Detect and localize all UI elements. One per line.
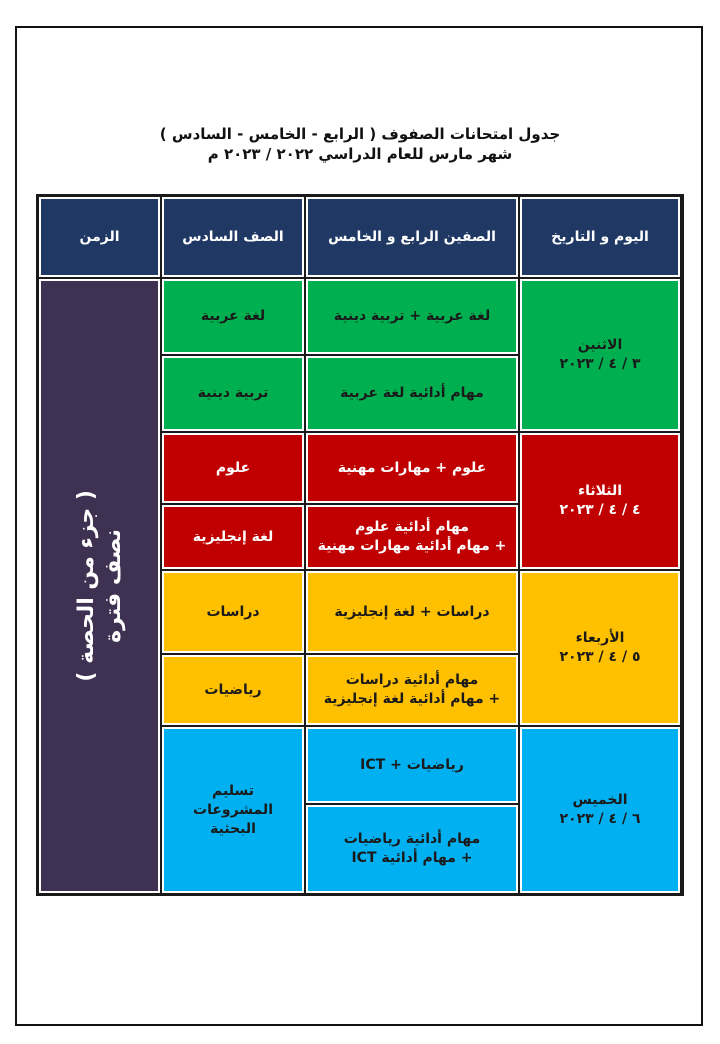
exam-line: المشروعات البحثية	[193, 801, 273, 837]
exam-cell-monday-4-5-b: مهام أدائية لغة عربية	[306, 356, 518, 431]
exam-line: + مهام أدائية ICT	[351, 850, 473, 866]
day-name: الخميس	[572, 792, 628, 808]
exam-line: مهام أدائية علوم	[355, 519, 469, 535]
day-name: الثلاثاء	[577, 483, 623, 499]
exam-line: + مهام أدائية لغة إنجليزية	[323, 691, 501, 707]
header-grades-4-5: الصفين الرابع و الخامس	[306, 197, 518, 277]
exam-cell-thursday-6	[162, 727, 304, 893]
day-name: الاثنين	[577, 337, 623, 353]
day-cell-tuesday	[520, 433, 680, 569]
exam-cell-wednesday-6-b: رياضيات	[162, 655, 304, 725]
exam-line: تسليم	[212, 782, 254, 799]
exam-cell-thursday-4-5-a: رياضيات + ICT	[306, 727, 518, 803]
exam-cell-tuesday-4-5-a: علوم + مهارات مهنية	[306, 433, 518, 503]
page-subtitle: شهر مارس للعام الدراسي ٢٠٢٢ / ٢٠٢٣ م	[207, 145, 513, 163]
exam-cell-monday-6-b: تربية دينية	[162, 356, 304, 431]
day-date: ٣ / ٤ / ٢٠٢٣	[559, 356, 641, 372]
time-text-main: نصف فترة	[100, 529, 126, 643]
exam-cell-monday-4-5-a: لغة عربية + تربية دينية	[306, 279, 518, 354]
exam-cell-tuesday-6-b: لغة إنجليزية	[162, 505, 304, 569]
exam-line: مهام أدائية دراسات	[345, 672, 479, 688]
page-title: جدول امتحانات الصفوف ( الرابع - الخامس - السادس )	[159, 125, 561, 143]
exam-cell-wednesday-4-5-a: دراسات + لغة إنجليزية	[306, 571, 518, 653]
day-date: ٦ / ٤ / ٢٠٢٣	[559, 811, 641, 827]
exam-line: مهام أدائية رياضيات	[343, 831, 481, 847]
exam-schedule-table	[36, 194, 684, 896]
exam-cell-wednesday-6-a: دراسات	[162, 571, 304, 653]
exam-cell-tuesday-4-5-b	[306, 505, 518, 569]
header-time: الزمن	[39, 197, 160, 277]
title-block	[0, 124, 720, 164]
day-cell-wednesday	[520, 571, 680, 725]
header-day-date: اليوم و التاريخ	[520, 197, 680, 277]
day-cell-monday	[520, 279, 680, 431]
exam-cell-tuesday-6-a: علوم	[162, 433, 304, 503]
exam-cell-wednesday-4-5-b	[306, 655, 518, 725]
exam-line: + مهام أدائية مهارات مهنية	[317, 538, 507, 554]
day-name: الأربعاء	[575, 630, 625, 646]
day-date: ٥ / ٤ / ٢٠٢٣	[559, 649, 641, 665]
exam-cell-monday-6-a: لغة عربية	[162, 279, 304, 354]
header-grade-6: الصف السادس	[162, 197, 304, 277]
time-cell	[39, 279, 160, 893]
exam-cell-thursday-4-5-b	[306, 805, 518, 893]
day-cell-thursday	[520, 727, 680, 893]
time-text-sub: ( جزء من الحصة )	[73, 490, 99, 682]
day-date: ٤ / ٤ / ٢٠٢٣	[559, 502, 641, 518]
